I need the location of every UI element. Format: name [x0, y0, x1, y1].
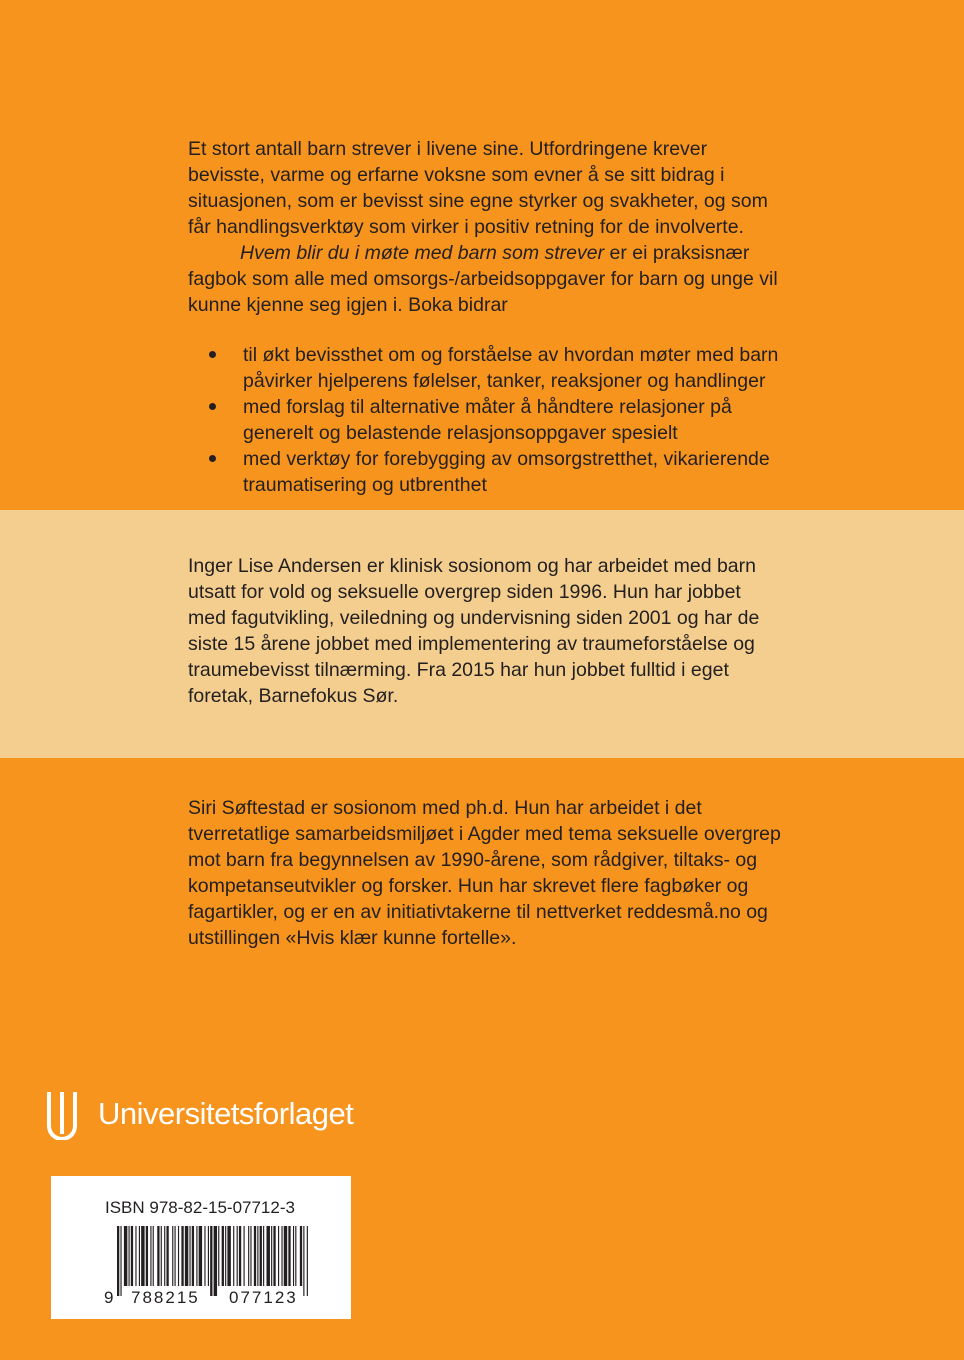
- barcode-bar: [210, 1226, 212, 1296]
- barcode-digits-right: 077123: [229, 1288, 298, 1307]
- barcode-bar: [135, 1226, 136, 1286]
- barcode-bar: [153, 1226, 154, 1286]
- barcode-bar: [150, 1226, 151, 1286]
- list-item: med forslag til alternative måter å håndtere relasjoner på generelt og belastende relasjonsoppgaver spesielt: [188, 394, 784, 446]
- barcode-bar: [196, 1226, 197, 1286]
- barcode-bar: [166, 1226, 168, 1286]
- barcode-bar: [222, 1226, 224, 1286]
- barcode-bar: [124, 1226, 127, 1286]
- barcode-bars: [117, 1226, 311, 1296]
- list-item: til økt bevissthet om og forståelse av hvordan møter med barn påvirker hjelperens følelser, tanker, reaksjoner og handlinger: [188, 342, 784, 394]
- barcode-bar: [164, 1226, 165, 1286]
- author1-name: Inger Lise Andersen: [188, 555, 362, 577]
- u-logo-icon: [46, 1090, 78, 1140]
- barcode-bar: [273, 1226, 275, 1286]
- barcode-digits-left: 788215: [131, 1288, 200, 1307]
- contribution-list: [188, 342, 784, 498]
- barcode-bar: [288, 1226, 290, 1286]
- author1-bio-text: er klinisk sosionom og har arbeidet med barn utsatt for vold og seksuelle overgrep siden 1996. Hun har jobbet med fagutvikling, veiledning og undervisning siden 2001 og har de siste 15 årene jobbet med implementering av traumeforståelse og traumebevisst tilnærming. Fra 2015 har hun jobbet fulltid i eget foretak, Barnefokus Sør.: [188, 555, 760, 707]
- isbn-barcode: [51, 1176, 351, 1319]
- barcode-bar: [185, 1226, 188, 1286]
- barcode-bar: [117, 1226, 119, 1296]
- barcode-bar: [239, 1226, 241, 1286]
- barcode-bar: [248, 1226, 249, 1286]
- barcode-bar: [178, 1226, 179, 1286]
- barcode-bar: [181, 1226, 183, 1286]
- author2-bio: [188, 795, 784, 951]
- barcode-bar: [208, 1226, 209, 1286]
- author1-band: [0, 510, 964, 758]
- barcode-bar: [214, 1226, 217, 1296]
- barcode-bar: [161, 1226, 162, 1286]
- barcode-bar: [189, 1226, 190, 1286]
- barcode-bar: [218, 1226, 219, 1286]
- barcode-bar: [295, 1226, 296, 1286]
- book-title: Hvem blir du i møte med barn som strever: [240, 242, 605, 264]
- author2-name: Siri Søftestad: [188, 797, 306, 819]
- barcode-bar: [204, 1226, 205, 1286]
- barcode-bar: [278, 1226, 279, 1286]
- intro-paragraph: Et stort antall barn strever i livene sine. Utfordringene krever bevisste, varme og erfarne voksne som evner å se sitt bidrag i situasjonen, som er bevisst sine egne styrker og svakheter, og som får handlingsverktøy som virker i positiv retning for de involverte.: [188, 138, 768, 238]
- barcode-bar: [175, 1226, 176, 1286]
- book-description: [188, 240, 784, 318]
- barcode-digit-prefix: 9: [104, 1288, 114, 1307]
- book-description-text: er ei praksisnær fagbok som alle med omsorgs-/arbeidsoppgaver for barn og unge vil kunne kjenne seg igjen i. Boka bidrar: [188, 242, 778, 316]
- author1-bio: [188, 553, 784, 709]
- barcode-bar: [131, 1226, 133, 1286]
- barcode-bar: [157, 1226, 159, 1286]
- bullet-icon: [209, 455, 216, 462]
- barcode-bar: [267, 1226, 270, 1286]
- barcode-bar: [120, 1226, 121, 1296]
- barcode-bar: [284, 1226, 287, 1286]
- barcode-bar: [281, 1226, 282, 1286]
- barcode-bar: [260, 1226, 262, 1286]
- barcode-bar: [225, 1226, 226, 1286]
- bullet-icon: [209, 403, 216, 410]
- barcode-bar: [237, 1226, 238, 1286]
- isbn-label: ISBN 978-82-15-07712-3: [105, 1198, 295, 1217]
- barcode-bar: [254, 1226, 256, 1286]
- author2-bio-text: er sosionom med ph.d. Hun har arbeidet i det tverretatlige samarbeidsmiljøet i Agder med tema seksuelle overgrep mot barn fra begynnelsen av 1990-årene, som rådgiver, tiltaks- og kompetanseutvikler og forsker. Hun har skrevet flere fagbøker og fagartikler, og er en av initiativtakerne til nettverket reddesmå.no og utstillingen «Hvis klær kunne fortelle».: [188, 797, 781, 949]
- barcode-bar: [263, 1226, 264, 1286]
- list-item: med verktøy for forebygging av omsorgstretthet, vikarierende traumatisering og utbrenthet: [188, 446, 784, 498]
- barcode-bar: [146, 1226, 148, 1286]
- barcode-bar: [172, 1226, 173, 1286]
- barcode-bar: [303, 1226, 304, 1296]
- barcode-bar: [244, 1226, 245, 1286]
- barcode-bar: [250, 1226, 251, 1286]
- barcode-bar: [257, 1226, 258, 1286]
- barcode-bar: [129, 1226, 130, 1286]
- barcode-bar: [271, 1226, 272, 1286]
- barcode-bar: [300, 1226, 302, 1286]
- barcode-bar: [307, 1226, 308, 1296]
- barcode-bar: [192, 1226, 194, 1286]
- barcode-bar: [233, 1226, 234, 1286]
- intro-text: [188, 136, 784, 498]
- barcode-bar: [141, 1226, 144, 1286]
- intro-section: [0, 0, 964, 510]
- barcode-bar: [139, 1226, 140, 1286]
- barcode-bar: [227, 1226, 230, 1286]
- publisher-name: Universitetsforlaget: [98, 1096, 354, 1131]
- barcode-bar: [293, 1226, 294, 1286]
- bullet-icon: [209, 351, 216, 358]
- barcode-bar: [199, 1226, 202, 1286]
